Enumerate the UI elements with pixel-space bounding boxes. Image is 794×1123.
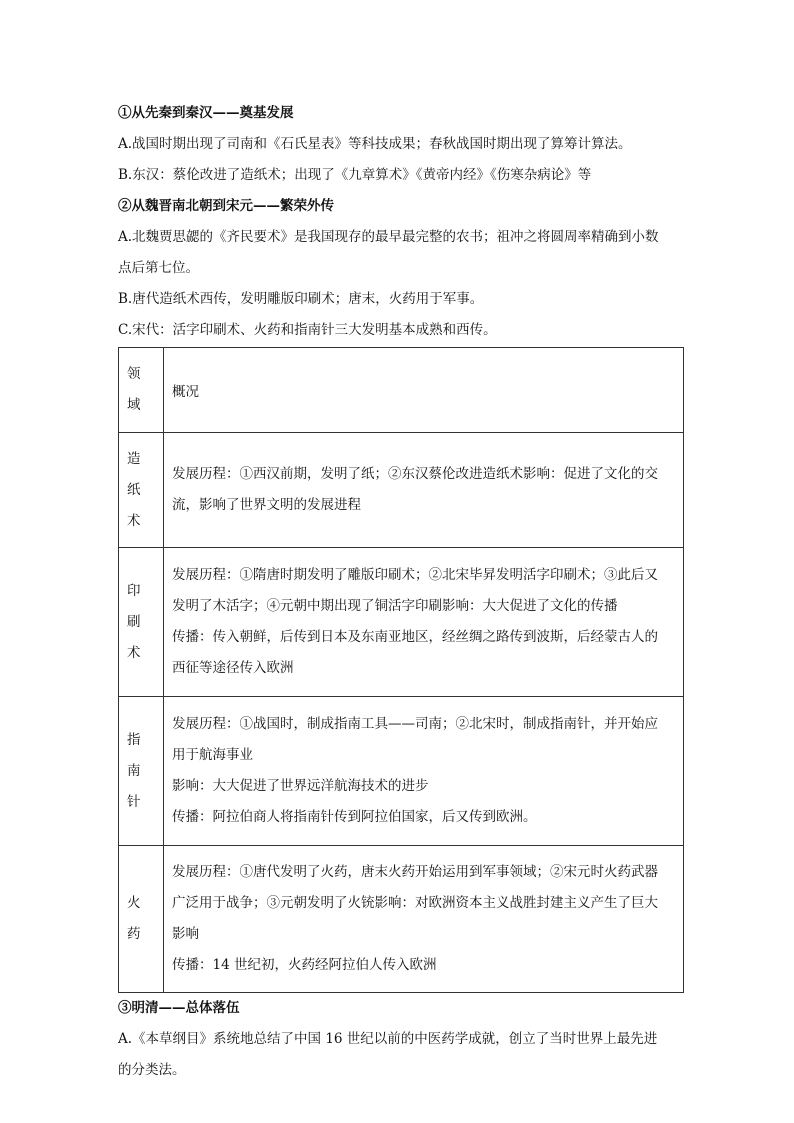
field-char: 印 — [127, 582, 141, 599]
header-desc-cell — [164, 348, 684, 433]
header-field-char: 域 — [127, 397, 141, 413]
desc-line: 发明了木活字；④元朝中期出现了铜活字印刷影响：大大促进了文化的传播 — [172, 598, 618, 614]
desc-line: 发展历程：①战国时，制成指南工具——司南；②北宋时，制成指南针，并开始应 — [172, 716, 658, 732]
desc-line: 流，影响了世界文明的发展进程 — [172, 497, 361, 513]
header-field-char: 领 — [127, 366, 141, 382]
desc-line: 传播：14 世纪初，火药经阿拉伯人传入欧洲 — [172, 957, 437, 973]
field-char: 刷 — [127, 613, 141, 630]
field-cell — [119, 548, 164, 697]
desc-line: 传播：传入朝鲜，后传到日本及东南亚地区，经丝绸之路传到波斯，后经蒙古人的 — [172, 629, 658, 645]
header-desc: 概况 — [172, 384, 199, 400]
section2-heading: ②从魏晋南北朝到宋元——繁荣外传 — [118, 198, 334, 214]
field-char: 针 — [127, 793, 141, 810]
section1-item-b: B.东汉：蔡伦改进了造纸术；出现了《九章算术》《黄帝内经》《伤寒杂病论》等 — [118, 167, 592, 183]
field-char: 南 — [127, 762, 141, 779]
section2-item-a-line2: 点后第七位。 — [118, 260, 199, 276]
section2-item-c: C.宋代：活字印刷术、火药和指南针三大发明基本成熟和西传。 — [118, 322, 497, 338]
section3-item-a-line2: 的分类法。 — [118, 1062, 186, 1078]
header-field-cell — [119, 348, 164, 433]
field-char: 纸 — [127, 481, 141, 498]
desc-line: 用于航海事业 — [172, 747, 253, 763]
field-char: 造 — [127, 450, 141, 467]
field-char: 术 — [127, 512, 141, 529]
field-char: 火 — [127, 895, 141, 911]
field-char: 术 — [127, 644, 141, 661]
document-page — [118, 98, 684, 1086]
section1-heading: ①从先秦到秦汉——奠基发展 — [118, 105, 294, 121]
table-row-printing — [119, 548, 684, 697]
table-row-compass — [119, 697, 684, 846]
desc-line: 广泛用于战争；③元朝发明了火铳影响：对欧洲资本主义战胜封建主义产生了巨大 — [172, 895, 658, 911]
field-char: 指 — [127, 731, 141, 748]
table-row-gunpowder — [119, 846, 684, 993]
table-header-row — [119, 348, 684, 433]
section2-item-b: B.唐代造纸术西传，发明雕版印刷术；唐末，火药用于军事。 — [118, 291, 484, 307]
desc-cell — [164, 697, 684, 846]
desc-cell — [164, 433, 684, 548]
section3-heading: ③明清——总体落伍 — [118, 1000, 240, 1016]
field-cell — [119, 846, 164, 993]
section1-item-a: A.战国时期出现了司南和《石氏星表》等科技成果；春秋战国时期出现了算筹计算法。 — [118, 136, 632, 152]
desc-line: 发展历程：①唐代发明了火药，唐末火药开始运用到军事领域；②宋元时火药武器 — [172, 864, 658, 880]
inventions-table — [118, 347, 684, 993]
field-cell — [119, 433, 164, 548]
desc-line: 传播：阿拉伯商人将指南针传到阿拉伯国家，后又传到欧洲。 — [172, 809, 537, 825]
desc-cell — [164, 846, 684, 993]
desc-line: 影响：大大促进了世界远洋航海技术的进步 — [172, 778, 429, 794]
desc-cell — [164, 548, 684, 697]
section2-item-a-line1: A.北魏贾思勰的《齐民要术》是我国现存的最早最完整的农书；祖冲之将圆周率精确到小数 — [118, 229, 659, 245]
desc-line: 发展历程：①隋唐时期发明了雕版印刷术；②北宋毕昇发明活字印刷术；③此后又 — [172, 567, 658, 583]
desc-line: 西征等途径传入欧洲 — [172, 660, 294, 676]
desc-line: 发展历程：①西汉前期，发明了纸；②东汉蔡伦改进造纸术影响：促进了文化的交 — [172, 466, 658, 482]
field-char: 药 — [127, 926, 141, 942]
desc-line: 影响 — [172, 926, 199, 942]
section3-item-a-line1: A.《本草纲目》系统地总结了中国 16 世纪以前的中医药学成就，创立了当时世界上最先进 — [118, 1031, 658, 1047]
field-cell — [119, 697, 164, 846]
table-row-papermaking — [119, 433, 684, 548]
